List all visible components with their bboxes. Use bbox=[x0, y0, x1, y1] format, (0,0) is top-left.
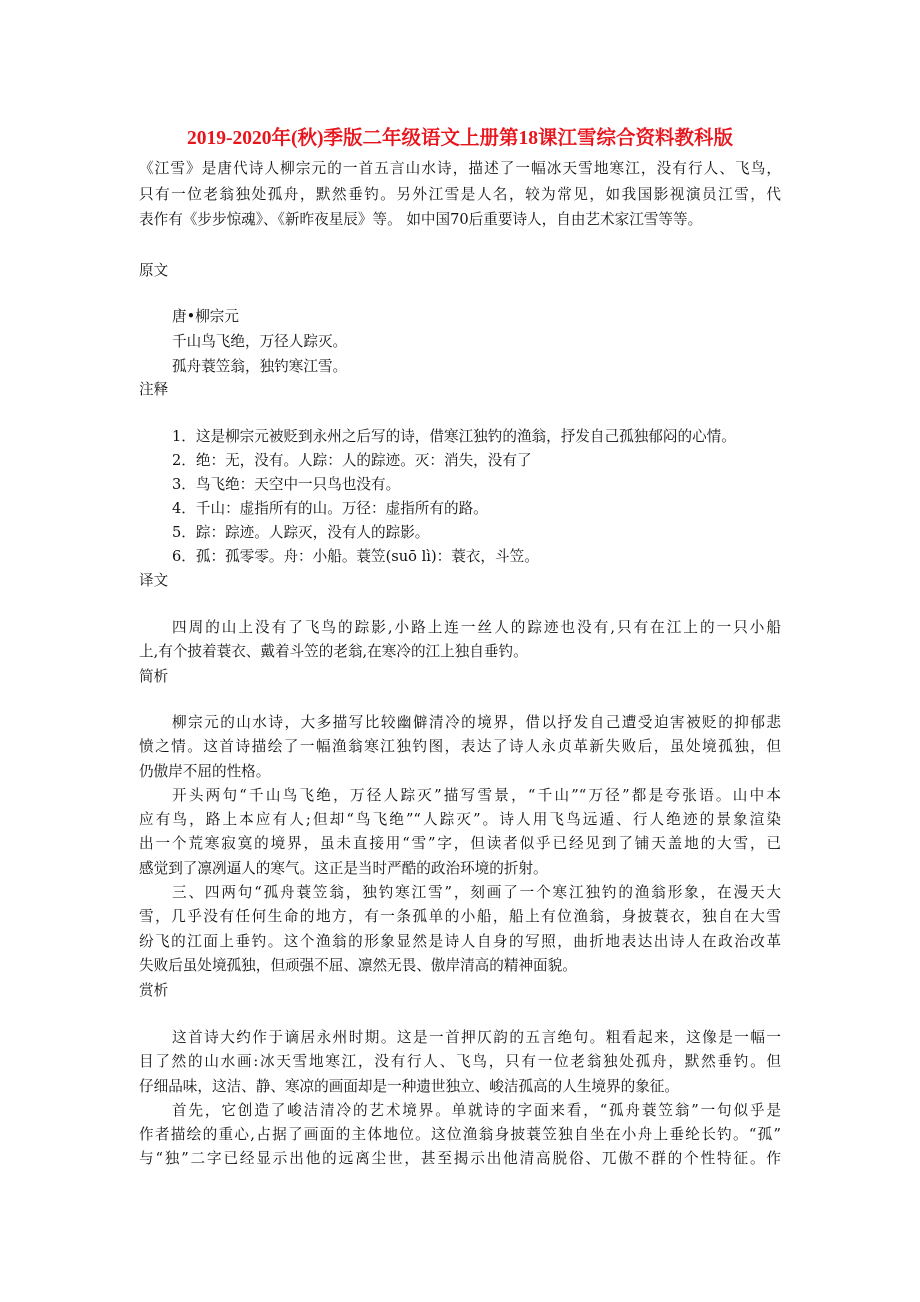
text-line: 表作有《步步惊魂》、《新昨夜星辰》等。 如中国70后重要诗人，自由艺术家江雪等等。 bbox=[139, 211, 703, 228]
poem-line: 千山鸟飞绝，万径人踪灭。 bbox=[172, 333, 348, 350]
text-line: 雪，几乎没有任何生命的地方，有一条孤单的小船，船上有位渔翁，身披蓑衣，独自在大雪 bbox=[139, 908, 781, 926]
note-item: 3．鸟飞绝：天空中一只鸟也没有。 bbox=[172, 476, 401, 493]
intro-paragraph bbox=[139, 156, 781, 233]
heading-appreciation: 赏析 bbox=[139, 982, 169, 999]
note-item: 5．踪：踪迹。人踪灭，没有人的踪影。 bbox=[172, 524, 430, 541]
note-item: 1．这是柳宗元被贬到永州之后写的诗，借寒江独钓的渔翁，抒发自己孤独郁闷的心情。 bbox=[172, 428, 736, 445]
text-line: 愤之情。这首诗描绘了一幅渔翁寒江独钓图，表达了诗人永贞革新失败后，虽处境孤独，但 bbox=[139, 738, 781, 756]
notes-list bbox=[139, 425, 781, 569]
text-line: 失败后虽处境孤独，但顽强不屈、凛然无畏、傲岸清高的精神面貌。 bbox=[139, 956, 577, 974]
note-item: 4．千山：虚指所有的山。万径：虚指所有的路。 bbox=[172, 500, 488, 517]
poem bbox=[139, 304, 781, 379]
text-line: 四周的山上没有了飞鸟的踪影,小路上连一丝人的踪迹也没有,只有在江上的一只小船 bbox=[172, 619, 781, 636]
text-line: 这首诗大约作于谪居永州时期。这是一首押仄韵的五言绝句。粗看起来，这像是一幅一 bbox=[172, 1029, 781, 1046]
note-item: 2．绝：无，没有。人踪：人的踪迹。灭：消失，没有了 bbox=[172, 452, 532, 469]
text-line: 仍傲岸不屈的性格。 bbox=[139, 762, 271, 780]
text-line: 首先，它创造了峻洁清冷的艺术境界。单就诗的字面来看，“孤舟蓑笠翁”一句似乎是 bbox=[172, 1101, 781, 1119]
heading-brief: 简析 bbox=[139, 668, 169, 685]
text-line: 《江雪》是唐代诗人柳宗元的一首五言山水诗，描述了一幅冰天雪地寒江，没有行人、飞鸟， bbox=[139, 160, 781, 177]
note-item: 6．孤：孤零零。舟：小船。蓑笠(suō lì)：蓑衣，斗笠。 bbox=[172, 548, 539, 565]
text-line: 三、四两句“孤舟蓑笠翁，独钓寒江雪”，刻画了一个寒江独钓的渔翁形象，在漫天大 bbox=[172, 884, 781, 902]
heading-notes: 注释 bbox=[139, 381, 169, 398]
poem-line: 孤舟蓑笠翁，独钓寒江雪。 bbox=[172, 358, 348, 375]
text-line: 开头两句“千山鸟飞绝，万径人踪灭”描写雪景，“千山”“万径”都是夸张语。山中本 bbox=[172, 786, 781, 804]
text-line: 与“独”二字已经显示出他的远离尘世，甚至揭示出他清高脱俗、兀傲不群的个性特征。作 bbox=[139, 1150, 781, 1168]
appreciation-text bbox=[139, 1026, 781, 1172]
text-line: 上,有个披着蓑衣、戴着斗笠的老翁,在寒冷的江上独自垂钓。 bbox=[139, 643, 528, 660]
text-line: 出一个荒寒寂寞的境界，虽未直接用“雪”字，但读者似乎已经见到了铺天盖地的大雪，已 bbox=[139, 835, 781, 853]
text-line: 柳宗元的山水诗，大多描写比较幽僻清冷的境界，借以抒发自己遭受迫害被贬的抑郁悲 bbox=[172, 714, 781, 731]
translation-paragraph bbox=[139, 616, 781, 664]
poem-author: 唐•柳宗元 bbox=[172, 308, 239, 325]
text-line: 作者描绘的重心,占据了画面的主体地位。这位渔翁身披蓑笠独自坐在小舟上垂纶长钓。“孤” bbox=[139, 1126, 781, 1144]
heading-translation: 译文 bbox=[139, 572, 169, 589]
text-line: 仔细品味，这洁、静、寒凉的画面却是一种遗世独立、峻洁孤高的人生境界的象征。 bbox=[139, 1077, 679, 1095]
text-line: 只有一位老翁独处孤舟，默然垂钓。另外江雪是人名，较为常见，如我国影视演员江雪，代 bbox=[139, 185, 781, 203]
heading-original: 原文 bbox=[139, 262, 169, 279]
document-title: 2019-2020年(秋)季版二年级语文上册第18课江雪综合资料教科版 bbox=[187, 128, 733, 149]
brief-analysis bbox=[139, 711, 781, 978]
text-line: 感觉到了凛冽逼人的寒气。这正是当时严酷的政治环境的折射。 bbox=[139, 859, 548, 877]
text-line: 目了然的山水画:冰天雪地寒江，没有行人、飞鸟，只有一位老翁独处孤舟，默然垂钓。但 bbox=[139, 1053, 781, 1071]
text-line: 应有鸟，路上本应有人;但却“鸟飞绝”“人踪灭”。诗人用飞鸟远遁、行人绝迹的景象渲染 bbox=[139, 811, 781, 829]
text-line: 纷飞的江面上垂钓。这个渔翁的形象显然是诗人自身的写照，曲折地表达出诗人在政治改革 bbox=[139, 932, 781, 950]
